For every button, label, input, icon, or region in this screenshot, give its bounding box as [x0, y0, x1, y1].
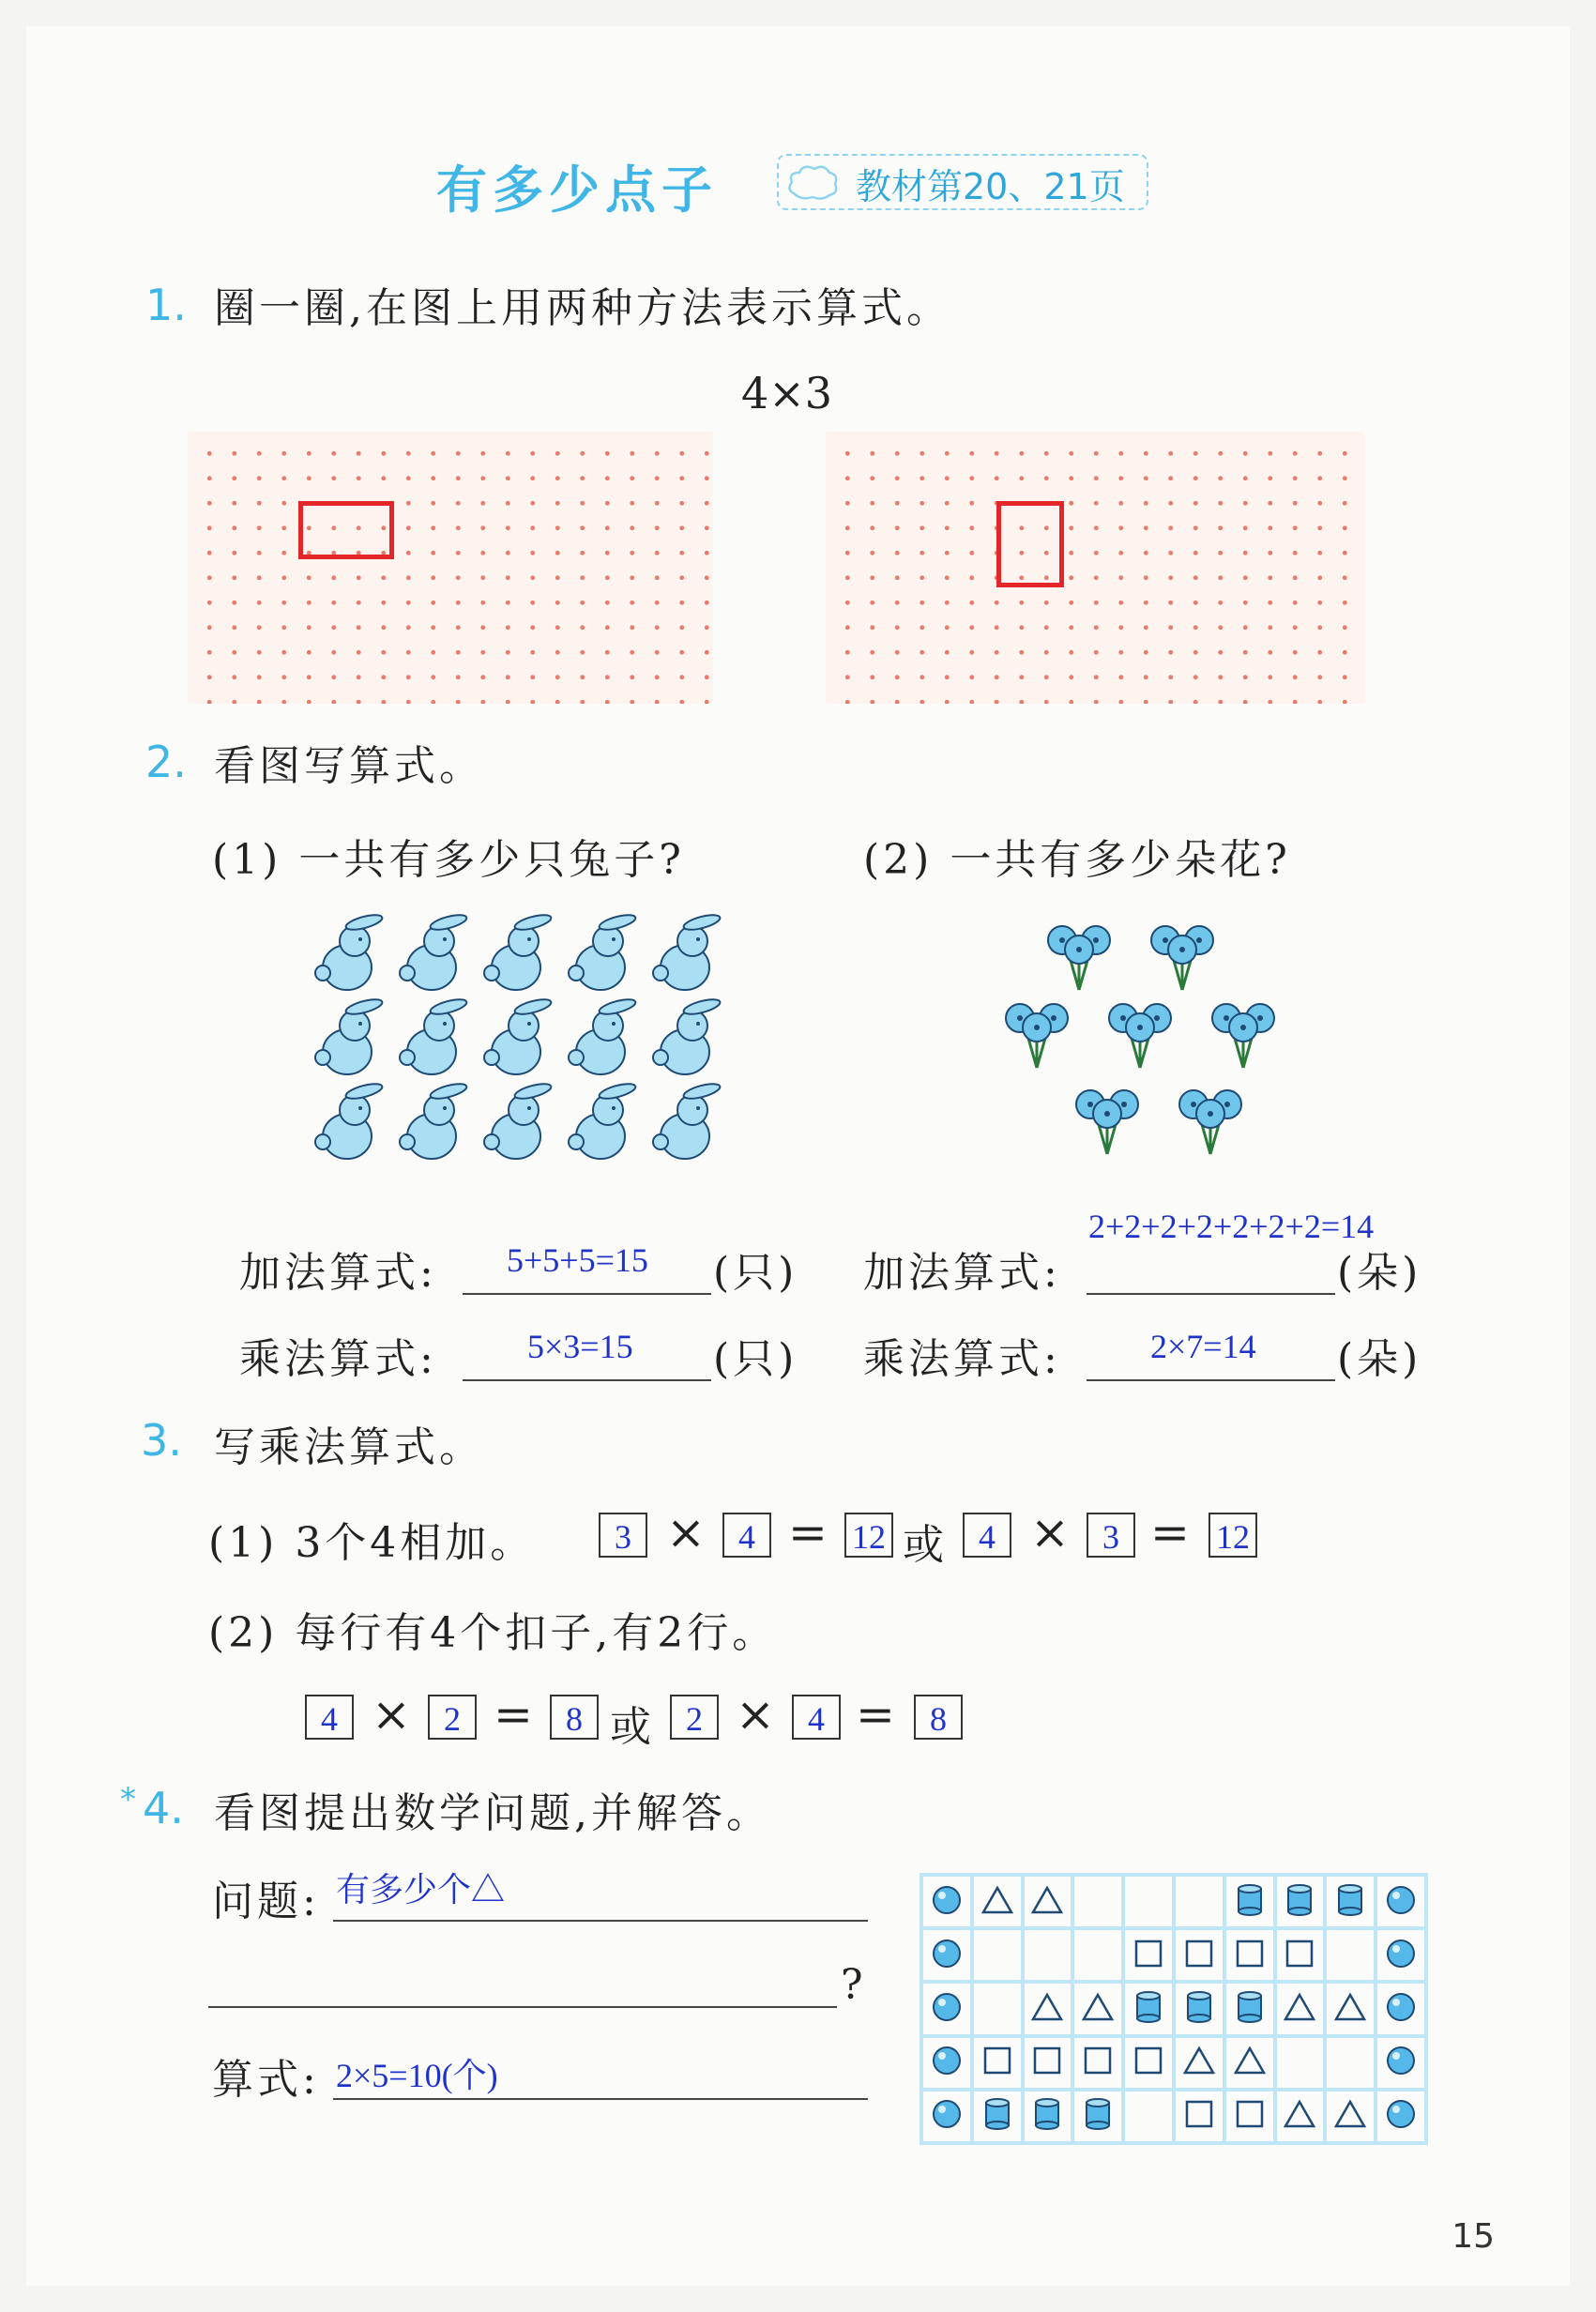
ball-icon	[931, 1991, 963, 2027]
q3-r2-box4[interactable]: 2	[670, 1695, 719, 1740]
grid-cell	[1327, 1984, 1374, 2033]
q1-expression: 4×3	[741, 368, 833, 418]
cylinder-icon	[1234, 1990, 1266, 2028]
rabbit-add-answer: 5+5+5=15	[507, 1241, 648, 1279]
square-icon	[1132, 2045, 1164, 2080]
grid-cell	[1125, 1930, 1172, 1980]
triangle-icon	[1081, 1991, 1115, 2027]
circle-mark-left	[298, 501, 394, 559]
square-icon	[1183, 2098, 1215, 2134]
grid-cell	[923, 2091, 970, 2141]
q4-formula-label: 算式:	[212, 2056, 320, 2104]
grid-cell	[1125, 1984, 1172, 2033]
grid-cell	[1226, 2091, 1273, 2141]
question-2-number: 2.	[145, 737, 187, 787]
grid-cell	[974, 2038, 1021, 2088]
q3-r2-times2: ×	[736, 1687, 775, 1742]
grid-cell	[1176, 1930, 1223, 1980]
square-icon	[1234, 2098, 1266, 2134]
ball-icon	[931, 1884, 963, 1920]
grid-cell	[974, 1984, 1021, 2033]
grid-cell	[974, 1877, 1021, 1926]
grid-cell	[1277, 2091, 1324, 2141]
flower-add-unit: (朵)	[1337, 1249, 1422, 1297]
triangle-icon	[1333, 1991, 1367, 2027]
grid-cell	[1074, 1930, 1121, 1980]
square-icon	[1082, 2045, 1114, 2080]
question-1-number: 1.	[145, 280, 187, 330]
rabbit-mul-label: 乘法算式:	[239, 1335, 437, 1383]
question-1-prompt: 圈一圈,在图上用两种方法表示算式。	[214, 284, 951, 332]
grid-cell	[923, 1930, 970, 1980]
flower-mul-answer: 2×7=14	[1150, 1328, 1256, 1365]
question-3-number: 3.	[141, 1415, 182, 1466]
grid-cell	[1327, 1930, 1374, 1980]
rabbits-illustration	[300, 910, 751, 1182]
cloud-icon	[784, 161, 841, 203]
q4-question-mark: ?	[841, 1961, 867, 2009]
q4-question-field-2[interactable]	[208, 1959, 837, 2008]
triangle-icon	[980, 1884, 1014, 1920]
flower-add-label: 加法算式:	[863, 1249, 1061, 1297]
triangle-icon	[1030, 1991, 1064, 2027]
grid-cell	[1176, 2038, 1223, 2088]
page-title: 有多少点子	[436, 160, 718, 220]
q3-r2-box2[interactable]: 2	[428, 1695, 477, 1740]
cylinder-icon	[1031, 2097, 1063, 2135]
grid-cell	[1025, 2038, 1072, 2088]
grid-cell	[1277, 1930, 1324, 1980]
cylinder-icon	[1183, 1990, 1215, 2028]
flower-add-answer: 2+2+2+2+2+2+2=14	[1088, 1208, 1375, 1245]
grid-cell	[1025, 1984, 1072, 2033]
optional-star: *	[120, 1781, 136, 1818]
ball-icon	[931, 2045, 963, 2080]
q2-sub2: (2) 一共有多少朵花?	[863, 836, 1291, 884]
grid-cell	[1025, 2091, 1072, 2141]
grid-cell	[923, 2038, 970, 2088]
q4-question-label: 问题:	[212, 1878, 320, 1925]
ball-icon	[1385, 1938, 1417, 1973]
grid-cell	[1327, 1877, 1374, 1926]
rabbit-add-label: 加法算式:	[239, 1249, 437, 1297]
grid-cell	[1377, 2038, 1424, 2088]
flower-mul-label: 乘法算式:	[863, 1335, 1061, 1383]
q3-r1-times1: ×	[666, 1505, 706, 1559]
grid-cell	[1277, 2038, 1324, 2088]
grid-cell	[1226, 1984, 1273, 2033]
q4-formula-answer: 2×5=10(个)	[336, 2057, 498, 2094]
grid-cell	[1176, 2091, 1223, 2141]
circle-mark-right	[996, 501, 1064, 587]
q3-r1-times2: ×	[1030, 1505, 1070, 1559]
q3-r1-box4[interactable]: 4	[963, 1513, 1011, 1558]
grid-cell	[923, 1984, 970, 2033]
grid-cell	[1377, 1984, 1424, 2033]
page-number: 15	[1452, 2217, 1495, 2256]
q3-r2-box6[interactable]: 8	[914, 1695, 963, 1740]
grid-cell	[1377, 1877, 1424, 1926]
grid-cell	[1226, 1930, 1273, 1980]
question-2-prompt: 看图写算式。	[214, 742, 484, 790]
grid-cell	[1277, 1984, 1324, 2033]
rabbit-mul-unit: (只)	[713, 1335, 798, 1383]
question-3-prompt: 写乘法算式。	[214, 1423, 484, 1471]
grid-cell	[1377, 2091, 1424, 2141]
question-4-number: 4.	[143, 1783, 184, 1833]
triangle-icon	[1333, 2098, 1367, 2134]
rabbit-add-unit: (只)	[713, 1249, 798, 1297]
q3-r1-box1[interactable]: 3	[599, 1513, 647, 1558]
q3-r1-box6[interactable]: 12	[1208, 1513, 1257, 1558]
cylinder-icon	[1334, 1883, 1366, 1921]
q3-r1-box2[interactable]: 4	[722, 1513, 771, 1558]
square-icon	[981, 2045, 1013, 2080]
q3-r2-eq1: =	[494, 1687, 533, 1742]
grid-cell	[1176, 1877, 1223, 1926]
grid-cell	[1377, 1930, 1424, 1980]
square-icon	[1183, 1938, 1215, 1973]
square-icon	[1234, 1938, 1266, 1973]
flower-mul-unit: (朵)	[1337, 1335, 1422, 1383]
ball-icon	[931, 2098, 963, 2134]
textbook-reference: 教材第20、21页	[856, 166, 1125, 207]
triangle-icon	[1030, 1884, 1064, 1920]
q3-r2-or: 或	[610, 1703, 655, 1751]
ball-icon	[1385, 1884, 1417, 1920]
triangle-icon	[1283, 1991, 1316, 2027]
triangle-icon	[1283, 2098, 1316, 2134]
grid-cell	[1125, 2038, 1172, 2088]
q3-r2-box3[interactable]: 8	[550, 1695, 599, 1740]
dot-grid-right[interactable]	[826, 432, 1365, 704]
dot-grid-left[interactable]	[188, 432, 713, 704]
rabbit-mul-answer: 5×3=15	[527, 1328, 633, 1365]
q3-r2-box5[interactable]: 4	[792, 1695, 841, 1740]
ball-icon	[931, 1938, 963, 1973]
grid-cell	[923, 1877, 970, 1926]
q3-r1-eq2: =	[1150, 1505, 1190, 1559]
cylinder-icon	[981, 2097, 1013, 2135]
q3-r2-times1: ×	[372, 1687, 411, 1742]
grid-cell	[1025, 1930, 1072, 1980]
grid-cell	[1226, 2038, 1273, 2088]
cylinder-icon	[1284, 1883, 1315, 1921]
q3-r1-box5[interactable]: 3	[1087, 1513, 1135, 1558]
cylinder-icon	[1234, 1883, 1266, 1921]
q3-sub2: (2) 每行有4个扣子,有2行。	[208, 1609, 778, 1657]
grid-cell	[1074, 2091, 1121, 2141]
grid-cell	[1074, 2038, 1121, 2088]
q4-question-answer: 有多少个△	[336, 1871, 506, 1909]
q3-r1-eq1: =	[788, 1505, 828, 1559]
grid-cell	[1125, 1877, 1172, 1926]
cylinder-icon	[1082, 2097, 1114, 2135]
ball-icon	[1385, 2098, 1417, 2134]
grid-cell	[1327, 2038, 1374, 2088]
triangle-icon	[1233, 2045, 1267, 2080]
grid-cell	[1226, 1877, 1273, 1926]
ball-icon	[1385, 1991, 1417, 2027]
grid-cell	[1025, 1877, 1072, 1926]
flower-add-field[interactable]	[1087, 1239, 1335, 1295]
grid-cell	[1176, 1984, 1223, 2033]
grid-cell	[974, 1930, 1021, 1980]
q3-r2-eq2: =	[856, 1687, 895, 1742]
square-icon	[1031, 2045, 1063, 2080]
square-icon	[1132, 1938, 1164, 1973]
triangle-icon	[1182, 2045, 1216, 2080]
flowers-illustration	[995, 915, 1304, 1178]
q2-sub1: (1) 一共有多少只兔子?	[212, 836, 685, 884]
q3-r1-box3[interactable]: 12	[844, 1513, 893, 1558]
grid-cell	[1125, 2091, 1172, 2141]
grid-cell	[1074, 1984, 1121, 2033]
cylinder-icon	[1132, 1990, 1164, 2028]
shape-grid	[920, 1873, 1428, 2145]
grid-cell	[1277, 1877, 1324, 1926]
grid-cell	[1074, 1877, 1121, 1926]
q3-r1-or: 或	[903, 1521, 948, 1569]
q3-sub1: (1) 3个4相加。	[208, 1519, 536, 1567]
ball-icon	[1385, 2045, 1417, 2080]
q3-r2-box1[interactable]: 4	[305, 1695, 354, 1740]
square-icon	[1284, 1938, 1315, 1973]
grid-cell	[974, 2091, 1021, 2141]
question-4-prompt: 看图提出数学问题,并解答。	[214, 1789, 771, 1837]
grid-cell	[1327, 2091, 1374, 2141]
